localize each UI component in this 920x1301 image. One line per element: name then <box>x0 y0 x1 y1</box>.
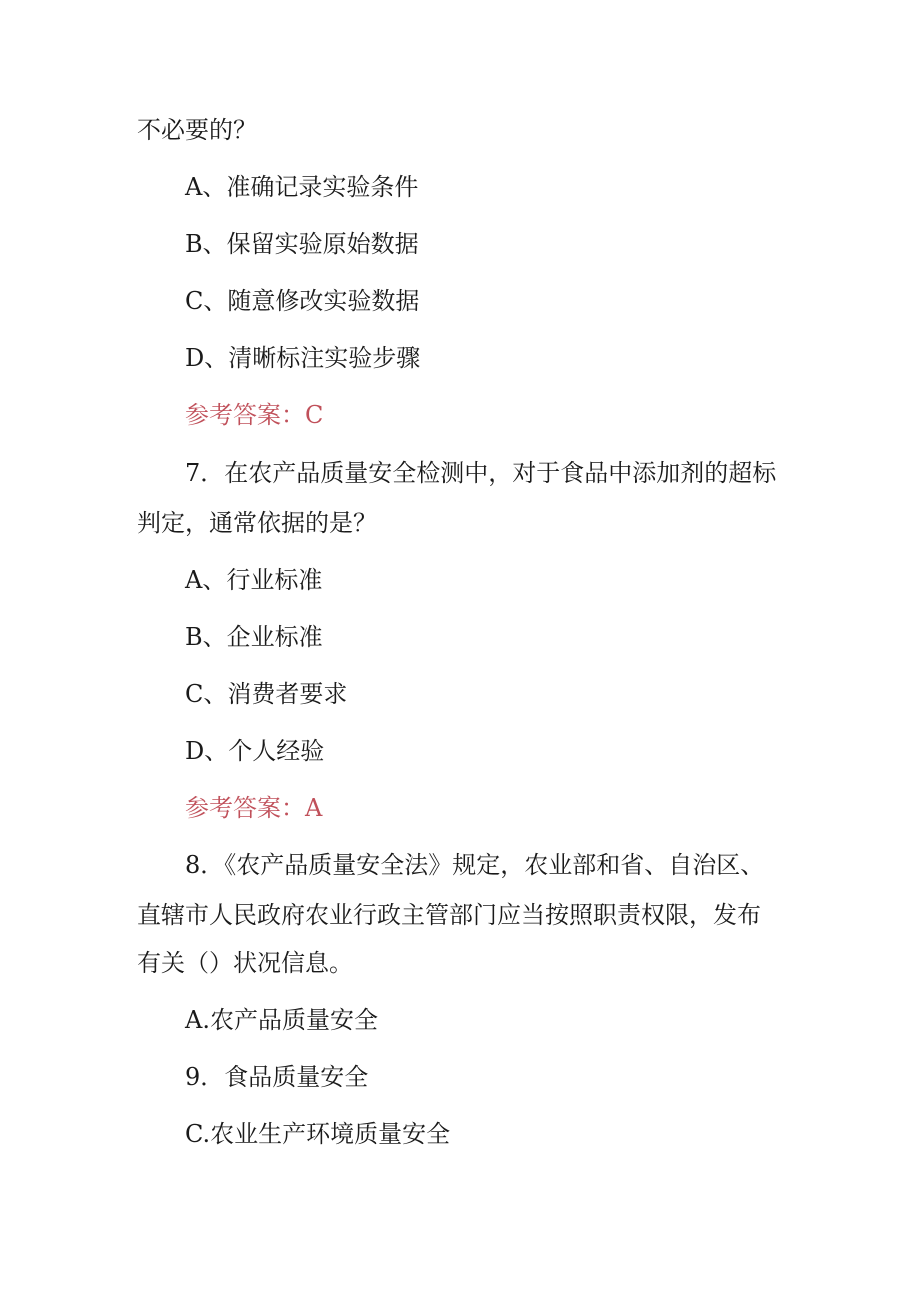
q8-question-line2: 直辖市人民政府农业行政主管部门应当按照职责权限，发布 <box>137 901 761 929</box>
q8-question-line1: 8．《农产品质量安全法》规定，农业部和省、自治区、 <box>185 851 765 879</box>
q7-option-b: B、企业标准 <box>185 623 323 651</box>
q7-option-a: A、行业标准 <box>185 566 323 594</box>
q7-reference-answer: 参考答案：A <box>185 794 323 822</box>
q6-reference-answer: 参考答案：C <box>185 401 324 429</box>
q6-option-a: A、准确记录实验条件 <box>185 173 419 201</box>
q6-option-b: B、保留实验原始数据 <box>185 230 419 258</box>
q7-question-line1: 7．在农产品质量安全检测中，对于食品中添加剂的超标 <box>185 459 777 487</box>
q8-option-a: A.农产品质量安全 <box>185 1006 378 1034</box>
q6-option-c: C、随意修改实验数据 <box>185 287 420 315</box>
q7-option-c: C、消费者要求 <box>185 680 348 708</box>
q7-option-d: D、个人经验 <box>185 737 325 765</box>
q6-option-d: D、清晰标注实验步骤 <box>185 344 421 372</box>
q6-question-tail: 不必要的？ <box>137 116 257 144</box>
q8-option-b: 9．食品质量安全 <box>185 1063 369 1091</box>
q7-question-line2: 判定，通常依据的是？ <box>137 509 377 537</box>
q8-question-line3: 有关（）状况信息。 <box>137 949 353 977</box>
q8-option-c: C.农业生产环境质量安全 <box>185 1120 451 1148</box>
